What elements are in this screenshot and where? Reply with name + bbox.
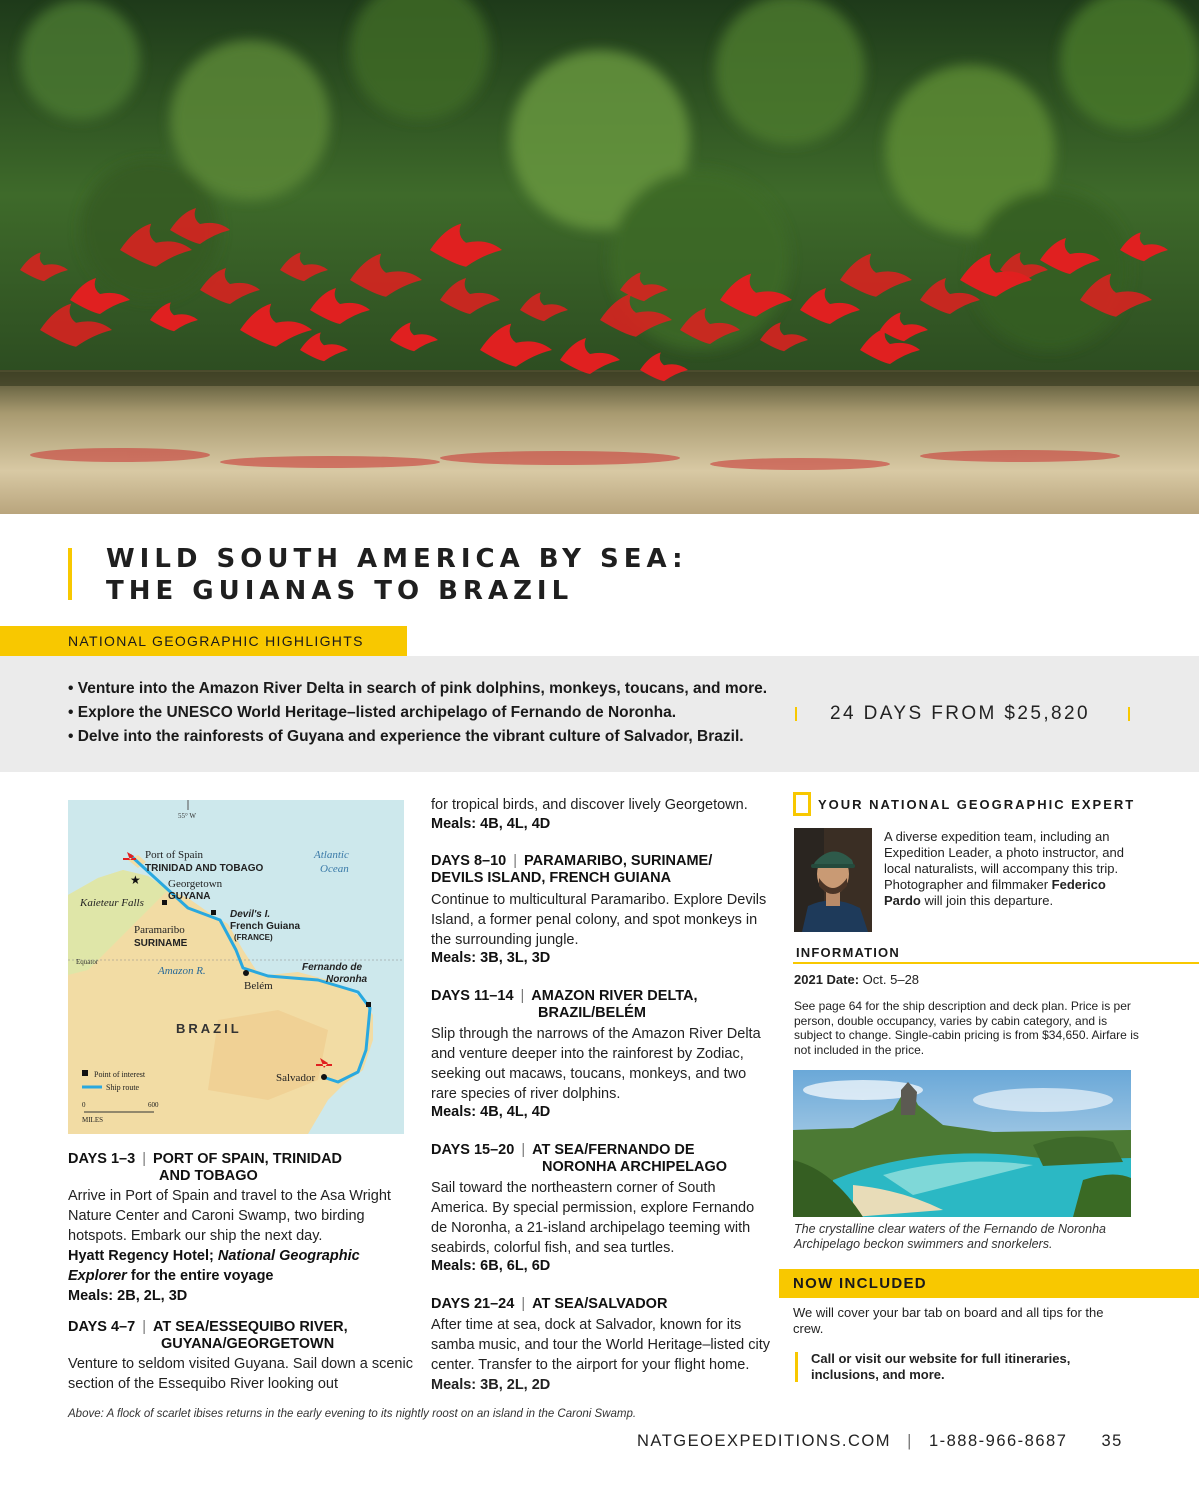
map-trinidad: TRINIDAD AND TOBAGO: [145, 863, 264, 874]
expert-portrait: [794, 828, 872, 932]
day-heading: DAYS 11–14 | AMAZON RIVER DELTA, BRAZIL/BELÉM: [431, 988, 698, 1021]
map-devils-island: Devil's I.: [230, 909, 271, 920]
map-amazon: Amazon R.: [158, 965, 206, 977]
information-heading: INFORMATION: [796, 945, 900, 960]
map-paramaribo: Paramaribo: [134, 924, 185, 936]
day-meals: Meals: 2B, 2L, 3D: [68, 1288, 188, 1304]
highlight-item: • Venture into the Amazon River Delta in search of pink dolphins, monkeys, toucans, and more.: [68, 680, 768, 697]
day-meals: Meals: 3B, 3L, 3D: [431, 950, 551, 966]
fernando-de-noronha-photo: [793, 1070, 1131, 1217]
footer: NATGEOEXPEDITIONS.COM | 1-888-966-8687 35: [637, 1432, 1123, 1450]
photo-caption: The crystalline clear waters of the Fernando de Noronha Archipelago beckon swimmers and snorkelers.: [794, 1222, 1106, 1251]
page-title-line-1: WILD SOUTH AMERICA BY SEA:: [106, 544, 688, 574]
page-number: 35: [1101, 1432, 1123, 1450]
map-guyana: GUYANA: [168, 891, 211, 902]
map-france: (FRANCE): [234, 933, 273, 942]
highlight-item: • Delve into the rainforests of Guyana and experience the vibrant culture of Salvador, Brazil.: [68, 728, 744, 745]
expert-logo-frame: [793, 792, 811, 816]
day-description: Sail toward the northeastern corner of South America. By special permission, explore Fernando de Noronha, a 21-island archipelago teeming with seabirds, colorful fish, and sea turtles.: [431, 1180, 755, 1256]
legend-poi-marker: [82, 1070, 88, 1076]
day-heading: DAYS 4–7 | AT SEA/ESSEQUIBO RIVER, GUYANA/GEORGETOWN: [68, 1319, 348, 1352]
cta-accent-bar: [795, 1352, 798, 1382]
day-heading: DAYS 15–20 | AT SEA/FERNANDO DE NORONHA ARCHIPELAGO: [431, 1142, 728, 1175]
map-french-guiana: French Guiana: [230, 921, 301, 932]
now-included-heading: NOW INCLUDED: [779, 1269, 1199, 1298]
day-description: Continue to multicultural Paramaribo. Explore Devils Island, a former penal colony, and spot monkeys in the surrounding jungle.: [431, 892, 767, 948]
day-description: Arrive in Port of Spain and travel to the Asa Wright Nature Center and Caroni Swamp, two birding hotspots. Embark our ship the next day.: [68, 1188, 391, 1244]
map-suriname: SURINAME: [134, 938, 188, 949]
map-scale-600: 600: [148, 1101, 159, 1109]
map-longitude-label: 55° W: [178, 812, 197, 820]
map-brazil: BRAZIL: [176, 1021, 242, 1036]
map-equator-label: Equator: [76, 958, 99, 966]
day-meals: Meals: 4B, 4L, 4D: [431, 1104, 551, 1120]
hero-photo-scarlet-ibises: [0, 0, 1199, 514]
expert-description: A diverse expedition team, including an Expedition Leader, a photo instructor, and local naturalists, will accompany this trip. Photographer and filmmaker Federico Pardo will join this departure.: [884, 829, 1124, 908]
map-legend-poi: Point of interest: [94, 1070, 146, 1079]
day-description: After time at sea, dock at Salvador, known for its samba music, and tour the World Heritage–listed city center. Transfer to the airport for your flight home. Meals: 3B, 2L, 2D: [431, 1317, 771, 1393]
price-divider: [1128, 707, 1130, 721]
day-heading: DAYS 21–24 | AT SEA/SALVADOR: [431, 1296, 668, 1312]
star-icon: ★: [130, 873, 141, 887]
title-accent-bar: [68, 548, 72, 600]
day-heading: DAYS 8–10 | PARAMARIBO, SURINAME/ DEVILS ISLAND, FRENCH GUIANA: [431, 853, 713, 886]
map-scale-0: 0: [82, 1101, 86, 1109]
day-meals: Meals: 4B, 4L, 4D: [431, 816, 551, 832]
page-title-line-2: THE GUIANAS TO BRAZIL: [106, 576, 574, 606]
trip-pricing-details: See page 64 for the ship description and deck plan. Price is per person, double occupancy, varies by cabin category, and is subject to change. Single-cabin pricing is from $34,650. Airfare is not included in the price.: [794, 999, 1139, 1057]
map-georgetown: Georgetown: [168, 878, 223, 890]
map-atlantic-1: Atlantic: [314, 849, 349, 861]
map-salvador: Salvador: [276, 1072, 316, 1084]
map-kaieteur: Kaieteur Falls: [80, 897, 144, 909]
price-divider: [795, 707, 797, 721]
expert-heading: YOUR NATIONAL GEOGRAPHIC EXPERT: [818, 797, 1136, 812]
route-map: [68, 800, 404, 1134]
trip-price: 24 DAYS FROM $25,820: [830, 703, 1090, 724]
map-scale-miles: MILES: [82, 1116, 103, 1124]
highlights-label: NATIONAL GEOGRAPHIC HIGHLIGHTS: [0, 626, 407, 656]
day-heading: DAYS 1–3 | PORT OF SPAIN, TRINIDAD AND TOBAGO: [68, 1151, 343, 1184]
day-accommodation: Hyatt Regency Hotel; National Geographic Explorer for the entire voyage: [68, 1248, 360, 1284]
map-atlantic-2: Ocean: [320, 863, 349, 875]
day-description-continued: for tropical birds, and discover lively Georgetown.: [431, 797, 748, 813]
now-included-body: We will cover your bar tab on board and all tips for the crew.: [793, 1305, 1104, 1336]
hero-caption: Above: A flock of scarlet ibises returns in the early evening to its nightly roost on an island in the Caroni Swamp.: [68, 1408, 637, 1420]
footer-website[interactable]: NATGEOEXPEDITIONS.COM: [637, 1432, 891, 1450]
map-legend-route: Ship route: [106, 1083, 140, 1092]
map-fernando-2: Noronha: [326, 974, 368, 985]
day-description: Venture to seldom visited Guyana. Sail down a scenic section of the Essequibo River looking out: [68, 1356, 413, 1392]
cta-text: Call or visit our website for full itineraries, inclusions, and more.: [811, 1351, 1071, 1382]
map-belem: Belém: [244, 980, 273, 992]
footer-phone[interactable]: 1-888-966-8687: [928, 1432, 1068, 1450]
day-description: Slip through the narrows of the Amazon River Delta and venture deeper into the rainforest by Zodiac, seeking out macaws, toucans, monkeys, and two rare species of river dolphins.: [431, 1026, 761, 1102]
map-port-of-spain: Port of Spain: [145, 849, 204, 861]
highlight-item: • Explore the UNESCO World Heritage–listed archipelago of Fernando de Noronha.: [68, 704, 677, 721]
map-fernando-1: Fernando de: [302, 962, 363, 973]
information-rule: [793, 962, 1199, 964]
day-meals: Meals: 6B, 6L, 6D: [431, 1258, 551, 1274]
trip-date: 2021 Date: Oct. 5–28: [794, 972, 920, 987]
